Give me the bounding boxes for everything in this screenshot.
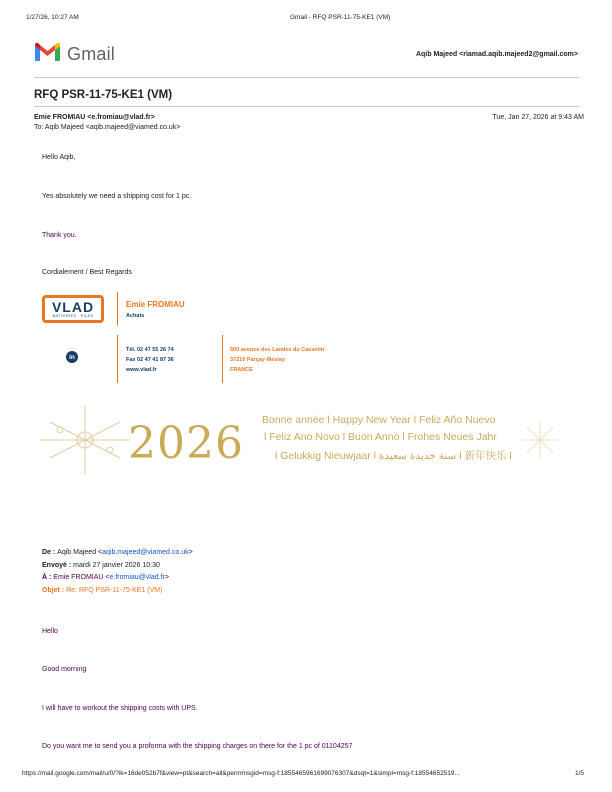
signature-role: Achats	[126, 313, 145, 319]
signature-name: Emie FROMIAU	[126, 300, 185, 309]
snowflake-icon	[520, 420, 560, 465]
signature-address-line: 37210 Parçay-Meslay	[230, 357, 286, 363]
body-greeting: Hello Aqib,	[42, 154, 76, 161]
gmail-wordmark: Gmail	[67, 44, 116, 64]
print-title: Gmail - RFQ PSR-11-75-KE1 (VM)	[290, 14, 391, 21]
vlad-logo-tagline: BATTERIES · PILES	[52, 313, 94, 318]
quoted-to-label: À :	[42, 574, 54, 581]
gmail-m-icon	[34, 42, 61, 67]
print-datetime: 1/27/26, 10:27 AM	[26, 14, 79, 21]
quoted-to-email[interactable]: e.fromiau@vlad.fr	[109, 574, 165, 581]
quoted-from-end: >	[188, 549, 193, 556]
snowflake-icon	[40, 400, 130, 485]
quoted-from-label: De :	[42, 549, 58, 556]
message-to: To: Aqib Majeed <aqib.majeed@viamed.co.uk>	[34, 124, 181, 131]
signature-country: FRANCE	[230, 367, 253, 373]
banner-greeting: Bonne année l Happy New Year l Feliz Año Nuevo	[262, 414, 496, 426]
quoted-to	[42, 574, 169, 581]
quoted-subject-label: Objet :	[42, 587, 67, 594]
message-subject: RFQ PSR-11-75-KE1 (VM)	[34, 89, 173, 101]
sender-label: Emie FROMIAU <e.fromiau@vlad.fr>	[34, 114, 155, 121]
signature-address-line: 500 avenue des Landes du Cassetin	[230, 347, 325, 353]
message-date: Tue, Jan 27, 2026 at 9:43 AM	[492, 114, 584, 121]
signature-contact	[126, 345, 174, 375]
vlad-logo-name: VLAD	[51, 298, 95, 315]
quoted-from-email[interactable]: aqib.majeed@viamed.co.uk	[102, 549, 189, 556]
quoted-to-name: Emie FROMIAU <	[53, 574, 110, 581]
print-footer-url: https://mail.google.com/mail/u/0/?ik=16de052b7f&view=pt&search=all&permmsgid=msg-f:1855465961699076307&dsqt=1&simpl=msg-f:18554652519...	[22, 770, 460, 777]
signature-divider	[117, 335, 118, 383]
body-line: Yes absolutely we need a shipping cost for 1 pc.	[42, 193, 192, 200]
quoted-sent	[42, 562, 160, 569]
header-divider	[34, 77, 580, 78]
subject-divider	[34, 106, 580, 107]
quoted-subject-value: Re: RFQ PSR-11-75-KE1 (VM)	[66, 587, 163, 594]
signature-website[interactable]: www.vlad.fr	[126, 367, 157, 373]
print-page-number: 1/5	[574, 770, 584, 777]
vlad-logo	[42, 295, 104, 323]
quoted-question: Do you want me to send you a proforma with the shipping charges on there for the 1 pc of 01104257	[42, 743, 353, 750]
banner-greeting: l Feliz Ano Novo l Buon Anno l Frohes Neues Jahr	[264, 431, 497, 443]
quoted-from-name: Aqib Majeed <	[57, 549, 103, 556]
body-thanks: Thank you.	[42, 232, 77, 239]
quoted-subject	[42, 587, 162, 594]
body-closing: Cordialement / Best Regards	[42, 269, 132, 276]
signature-tel: Tél. 02 47 55 26 74	[126, 347, 174, 353]
quoted-to-end: >	[164, 574, 169, 581]
linkedin-icon[interactable]: in	[66, 351, 78, 363]
quoted-hello: Hello	[42, 628, 58, 635]
quoted-from	[42, 549, 193, 556]
signature-address	[230, 345, 324, 375]
banner-greeting: l Gelukkig Nieuwjaar l سنة جديدة سعيدة l 新年快乐 l	[275, 450, 512, 462]
quoted-line: I will have to workout the shipping costs with UPS.	[42, 705, 198, 712]
signature-divider	[117, 292, 118, 326]
message-from	[34, 114, 155, 121]
gmail-logo[interactable]	[34, 42, 115, 67]
account-label: Aqib Majeed <riamad.aqib.majeed2@gmail.com>	[415, 51, 578, 58]
banner-year: 2026	[128, 418, 244, 469]
quoted-sent-value: mardi 27 janvier 2026 10:30	[73, 562, 160, 569]
signature-fax: Fax 02 47 41 87 36	[126, 357, 174, 363]
signature-divider	[222, 335, 223, 383]
quoted-morning: Good morning	[42, 666, 87, 673]
quoted-sent-label: Envoyé :	[42, 562, 74, 569]
